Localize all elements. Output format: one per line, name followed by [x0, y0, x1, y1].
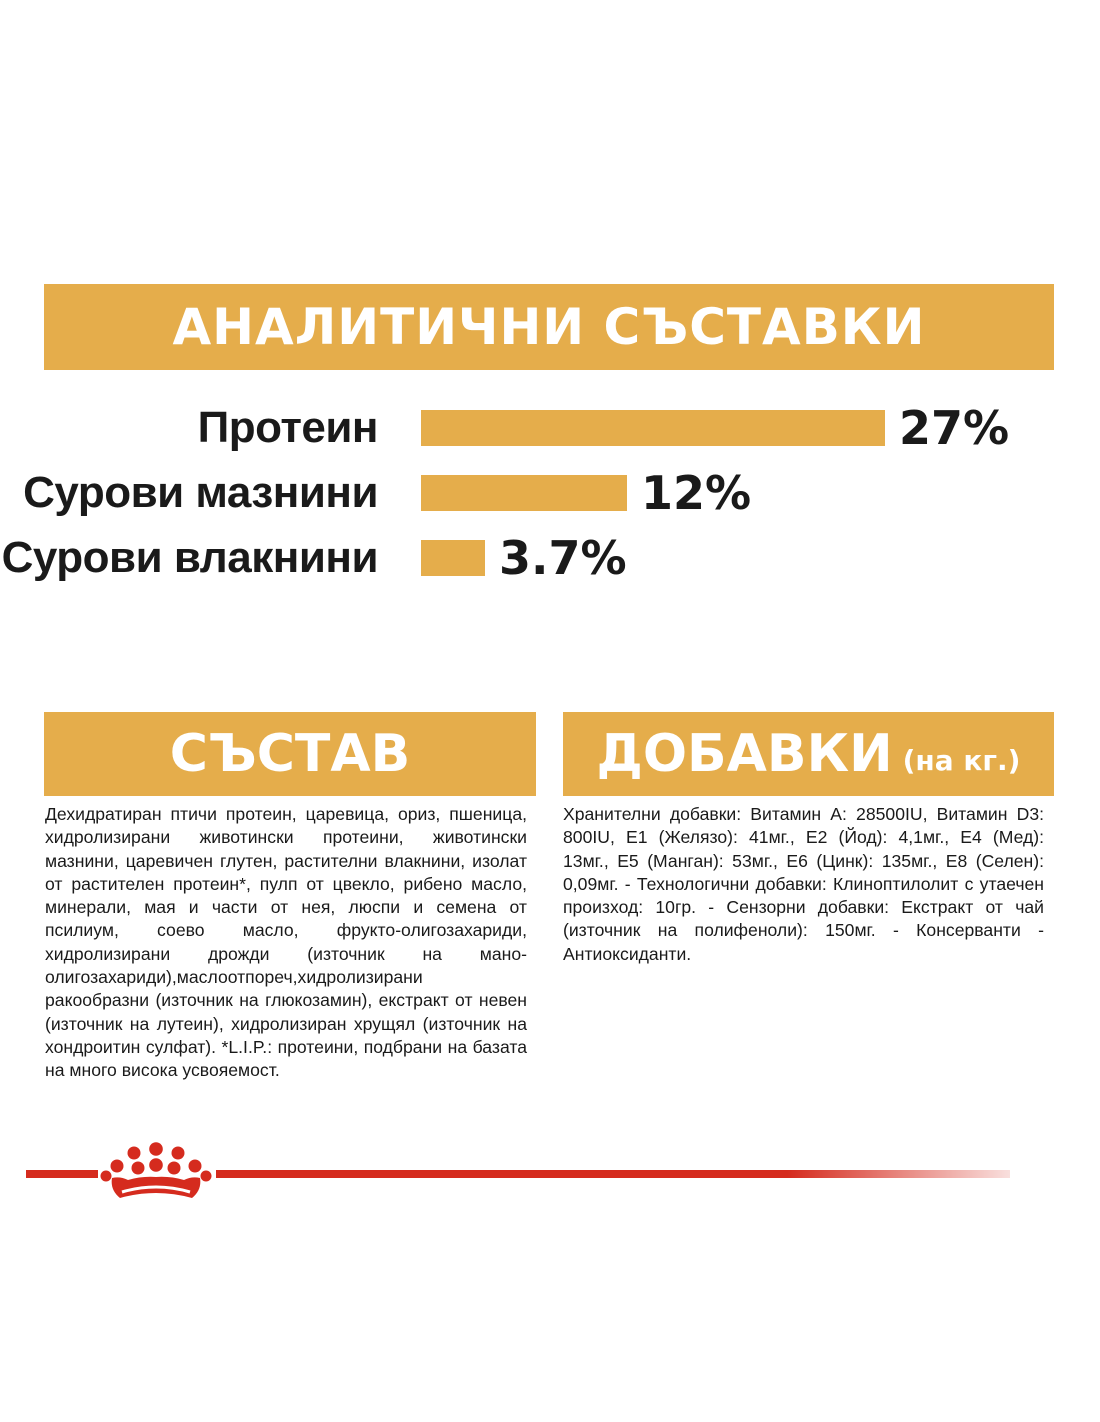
additives-header [563, 712, 1054, 796]
additives-subtitle: (на кг.) [902, 743, 1021, 777]
nutrient-row-fat [0, 463, 1100, 523]
divider-line-left [26, 1170, 98, 1178]
composition-text: Дехидратиран птичи протеин, царевица, ориз, пшеница, хидролизирани животински протеини, животински мазнини, царевичен глутен, растителни влакнини, изолат от растителен протеин*, пулп от цвекло, рибено масло, минерали, мая и части от нея, люспи и семена от псилиум, соево масло, фрукто-олигозахариди, хидролизирани дрожди (източник на мано-олигозахариди),маслоотпореч,хидролизирани ракообразни (източник на глюкозамин), екстракт от невен (източник на лутеин), хидролизиран хрущял (източник на хондроитин сулфат). *L.I.P.: протеини, подбрани на базата на много висока усвояемост. [45, 804, 527, 1081]
nutrient-row-fibre [0, 528, 1100, 588]
nutrient-label: Сурови мазнини [23, 468, 378, 517]
nutrient-bar [421, 540, 485, 576]
nutrient-row-protein [0, 398, 1100, 458]
nutrient-label: Сурови влакнини [1, 533, 378, 582]
composition-title: СЪСТАВ [169, 724, 411, 784]
composition-header [44, 712, 536, 796]
nutrient-value: 12% [641, 466, 752, 520]
divider-line-right [216, 1170, 1010, 1178]
crown-icon [98, 1142, 214, 1204]
nutrient-label: Протеин [197, 403, 378, 452]
nutrient-value: 27% [899, 401, 1010, 455]
additives-title: ДОБАВКИ [596, 724, 893, 784]
analytical-title: АНАЛИТИЧНИ СЪСТАВКИ [172, 298, 926, 356]
nutrient-value: 3.7% [499, 531, 627, 585]
nutrient-bar [421, 475, 627, 511]
brand-divider [0, 1140, 1100, 1210]
nutrient-bar [421, 410, 885, 446]
analytical-header [44, 284, 1054, 370]
additives-text: Хранителни добавки: Витамин А: 28500IU, Витамин D3: 800IU, Е1 (Желязо): 41мг., Е2 (Йод): 4,1мг., Е4 (Мед): 13мг., Е5 (Манган): 53мг., Е6 (Цинк): 135мг., Е8 (Селен): 0,09мг. - Технологични добавки: Клиноптилолит с утаечен произход: 10гр. - Сензорни добавки: Екстракт от чай (източник на полифеноли): 150мг. - Консерванти - Антиоксиданти. [563, 804, 1044, 964]
